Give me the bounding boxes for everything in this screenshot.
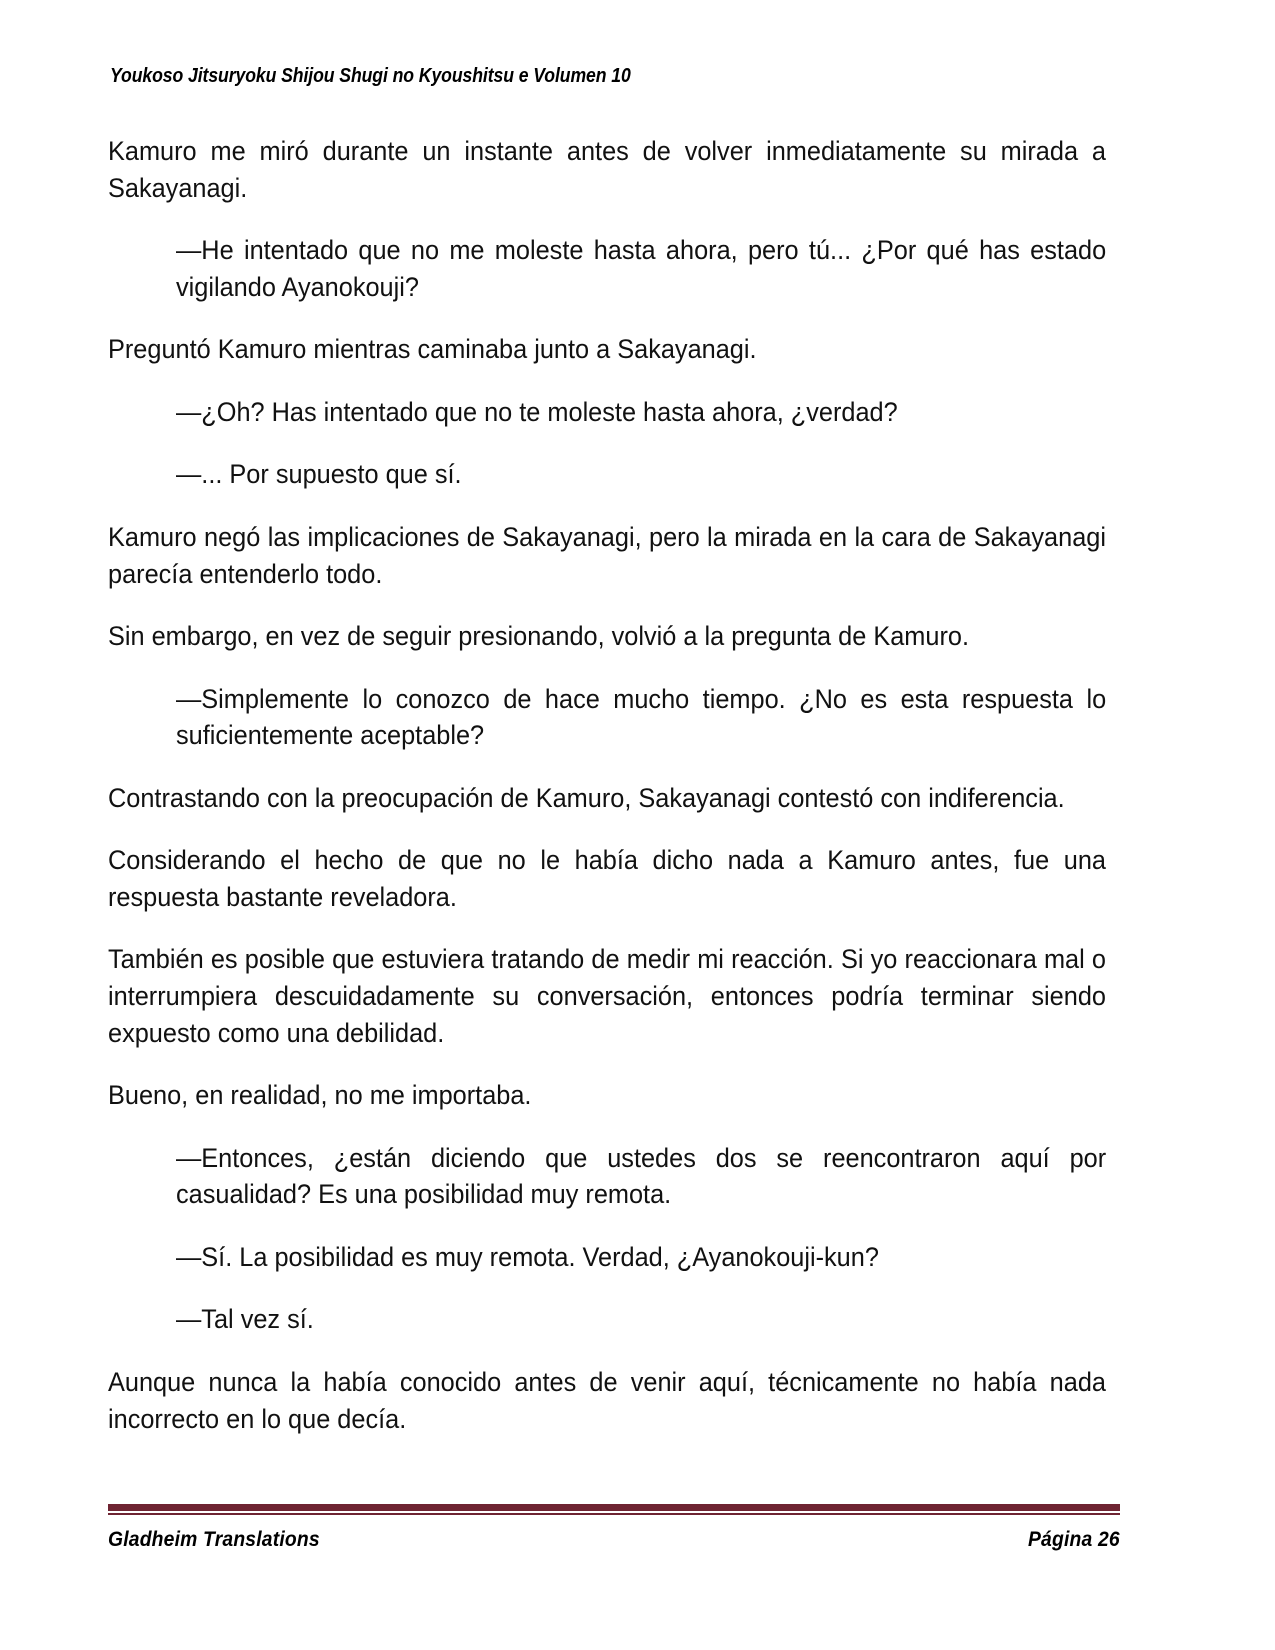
page-footer xyxy=(108,1504,1120,1552)
paragraph: Kamuro negó las implicaciones de Sakayanagi, pero la mirada en la cara de Sakayanagi parecía entenderlo todo. xyxy=(108,521,1106,589)
footer-page-number: Página 26 xyxy=(1028,1528,1120,1551)
footer-divider-thick xyxy=(108,1504,1120,1511)
paragraph: Considerando el hecho de que no le había dicho nada a Kamuro antes, fue una respuesta bastante reveladora. xyxy=(108,845,1106,912)
dialogue-paragraph: —Tal vez sí. xyxy=(176,1304,314,1335)
paragraph: Kamuro me miró durante un instante antes de volver inmediatamente su mirada a Sakayanagi. xyxy=(108,136,1106,203)
dialogue-paragraph: —... Por supuesto que sí. xyxy=(176,459,462,490)
body-content xyxy=(108,133,1108,1437)
page-header xyxy=(110,64,1125,98)
paragraph: Contrastando con la preocupación de Kamuro, Sakayanagi contestó con indiferencia. xyxy=(108,782,1065,813)
dialogue-paragraph: —Simplemente lo conozco de hace mucho tiempo. ¿No es esta respuesta lo suficientemente aceptable? xyxy=(176,683,1107,751)
dialogue-paragraph: —¿Oh? Has intentado que no te moleste hasta ahora, ¿verdad? xyxy=(176,396,898,427)
footer-divider-thin xyxy=(108,1513,1120,1515)
paragraph: Aunque nunca la había conocido antes de venir aquí, técnicamente no había nada incorrecto en lo que decía. xyxy=(108,1366,1106,1434)
footer-translator-credit: Gladheim Translations xyxy=(108,1528,320,1551)
dialogue-paragraph: —Entonces, ¿están diciendo que ustedes dos se reencontraron aquí por casualidad? Es una posibilidad muy remota. xyxy=(176,1142,1107,1210)
paragraph: También es posible que estuviera tratando de medir mi reacción. Si yo reaccionara mal o interrumpiera descuidadamente su conversación, entonces podría terminar siendo expuesto como una debilidad. xyxy=(108,944,1106,1048)
paragraph: Preguntó Kamuro mientras caminaba junto a Sakayanagi. xyxy=(108,334,757,365)
header-title: Youkoso Jitsuryoku Shijou Shugi no Kyoushitsu e Volumen 10 xyxy=(110,64,631,87)
dialogue-paragraph: —Sí. La posibilidad es muy remota. Verdad, ¿Ayanokouji-kun? xyxy=(176,1241,879,1272)
dialogue-paragraph: —He intentado que no me moleste hasta ahora, pero tú... ¿Por qué has estado vigilando Ayanokouji? xyxy=(176,235,1107,302)
footer-row xyxy=(108,1528,1120,1552)
paragraph: Sin embargo, en vez de seguir presionando, volvió a la pregunta de Kamuro. xyxy=(108,621,969,652)
paragraph: Bueno, en realidad, no me importaba. xyxy=(108,1080,532,1111)
